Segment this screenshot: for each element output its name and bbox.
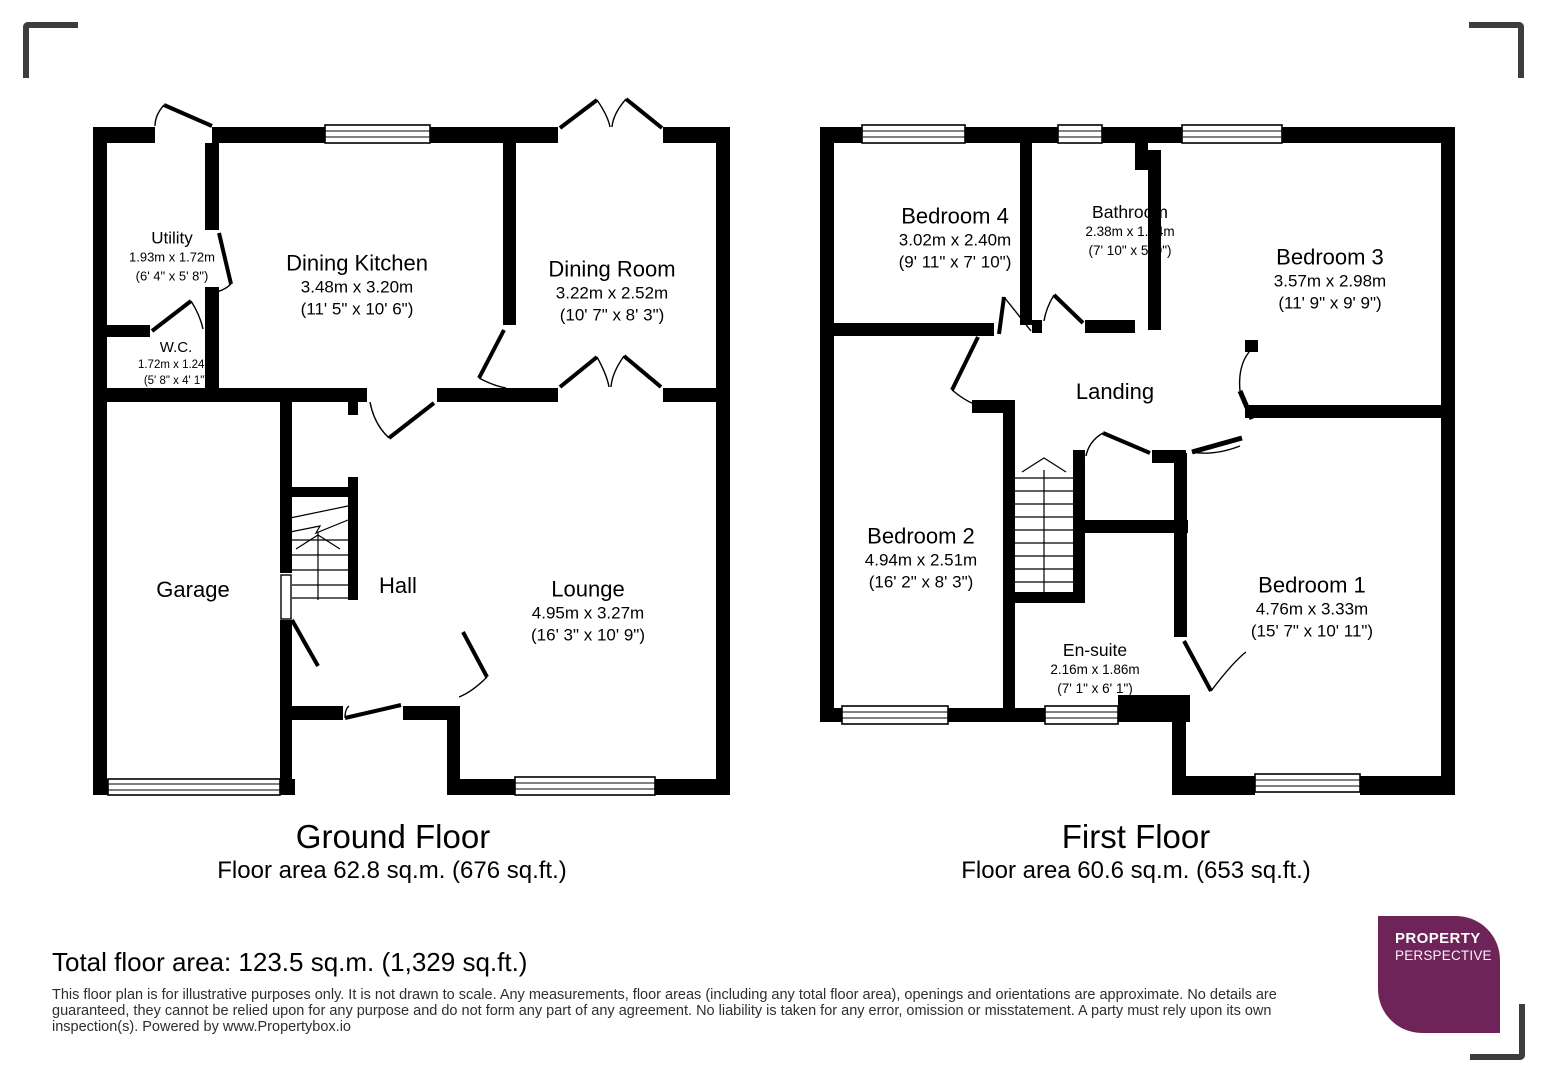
room-name: Bedroom 1 xyxy=(1258,572,1366,598)
room-name: Bathroom xyxy=(1092,201,1168,222)
room-label-utility xyxy=(129,229,215,286)
room-name: Dining Kitchen xyxy=(286,250,428,276)
room-dims-imperial: (7' 1" x 6' 1") xyxy=(1057,680,1133,696)
first-floor-stairs xyxy=(1015,458,1073,592)
room-name: En-suite xyxy=(1062,639,1128,660)
room-dims-metric: 3.48m x 3.20m xyxy=(300,277,414,297)
room-dims-imperial: (9' 11" x 7' 10") xyxy=(898,252,1012,272)
room-dims-metric: 3.02m x 2.40m xyxy=(898,230,1012,250)
ground-floor-windows xyxy=(108,125,655,795)
logo-line1: PROPERTY xyxy=(1395,930,1481,947)
disclaimer-text: This floor plan is for illustrative purposes only. It is not drawn to scale. Any measurements, floor areas (including any total floor area), openings and orientations are approximate. No details are guaranteed, they cannot be relied upon for any purpose and do not form any part of any agreement. No liability is taken for any error, omission or misstatement. A party must rely upon its own inspection(s). Powered by www.Propertybox.io xyxy=(52,987,1277,1035)
room-dims-imperial: (5' 8" x 4' 1") xyxy=(143,374,209,387)
room-dims-imperial: (15' 7" x 10' 11") xyxy=(1250,621,1374,641)
first-floor-doors xyxy=(952,295,1256,691)
first-floor-title: First Floor xyxy=(1061,818,1211,855)
first-floor-area: Floor area 60.6 sq.m. (653 sq.ft.) xyxy=(961,857,1311,884)
total-floor-area: Total floor area: 123.5 sq.m. (1,329 sq.ft.) xyxy=(52,947,528,977)
room-name: Bedroom 4 xyxy=(901,203,1009,229)
corner-bracket-top-right xyxy=(1469,22,1524,78)
ground-floor-plan xyxy=(93,99,730,795)
room-dims-metric: 3.22m x 2.52m xyxy=(555,283,669,303)
room-dims-metric: 3.57m x 2.98m xyxy=(1273,271,1387,291)
ground-floor-stairs xyxy=(290,506,348,600)
room-label-ensuite xyxy=(1050,640,1139,698)
room-label-lounge xyxy=(531,577,645,648)
room-label-bathroom xyxy=(1085,202,1174,260)
room-dims-metric: 2.16m x 1.86m xyxy=(1050,661,1140,677)
room-dims-imperial: (10' 7" x 8' 3") xyxy=(559,305,665,325)
room-label-hall xyxy=(379,573,417,599)
room-label-bedroom1 xyxy=(1251,573,1373,644)
room-dims-imperial: (11' 5" x 10' 6") xyxy=(300,299,414,319)
room-name: Garage xyxy=(156,577,230,603)
room-label-landing xyxy=(1076,379,1154,405)
room-dims-metric: 4.95m x 3.27m xyxy=(531,603,645,623)
ground-floor-title: Ground Floor xyxy=(295,818,491,855)
room-label-garage xyxy=(156,577,229,603)
room-label-bedroom4 xyxy=(899,204,1012,275)
room-name: Landing xyxy=(1075,379,1155,405)
room-label-dining-room xyxy=(548,257,675,328)
room-dims-metric: 1.72m x 1.24m xyxy=(137,358,215,371)
room-label-wc xyxy=(138,339,214,389)
room-name: W.C. xyxy=(159,339,193,357)
room-name: Hall xyxy=(379,573,417,599)
room-name: Dining Room xyxy=(548,256,676,282)
logo-line2: PERSPECTIVE xyxy=(1395,948,1492,963)
corner-bracket-bottom-right xyxy=(1470,1004,1525,1060)
corner-bracket-top-left xyxy=(23,22,78,78)
room-name: Lounge xyxy=(551,576,625,602)
room-dims-imperial: (6' 4" x 5' 8") xyxy=(135,268,209,284)
room-dims-imperial: (7' 10" x 5' 9") xyxy=(1088,242,1172,258)
room-dims-metric: 4.94m x 2.51m xyxy=(864,550,978,570)
room-name: Bedroom 3 xyxy=(1276,244,1384,270)
room-label-dining-kitchen xyxy=(286,251,428,322)
room-dims-imperial: (16' 3" x 10' 9") xyxy=(530,625,646,645)
room-dims-metric: 2.38m x 1.74m xyxy=(1085,223,1175,239)
ground-floor-area: Floor area 62.8 sq.m. (676 sq.ft.) xyxy=(217,857,567,884)
room-name: Bedroom 2 xyxy=(867,523,975,549)
room-name: Utility xyxy=(151,228,193,248)
room-label-bedroom3 xyxy=(1274,245,1386,316)
room-label-bedroom2 xyxy=(865,524,977,595)
room-dims-metric: 1.93m x 1.72m xyxy=(129,249,215,265)
room-dims-imperial: (11' 9" x 9' 9") xyxy=(1278,293,1382,313)
room-dims-imperial: (16' 2" x 8' 3") xyxy=(868,572,974,592)
room-dims-metric: 4.76m x 3.33m xyxy=(1255,599,1369,619)
